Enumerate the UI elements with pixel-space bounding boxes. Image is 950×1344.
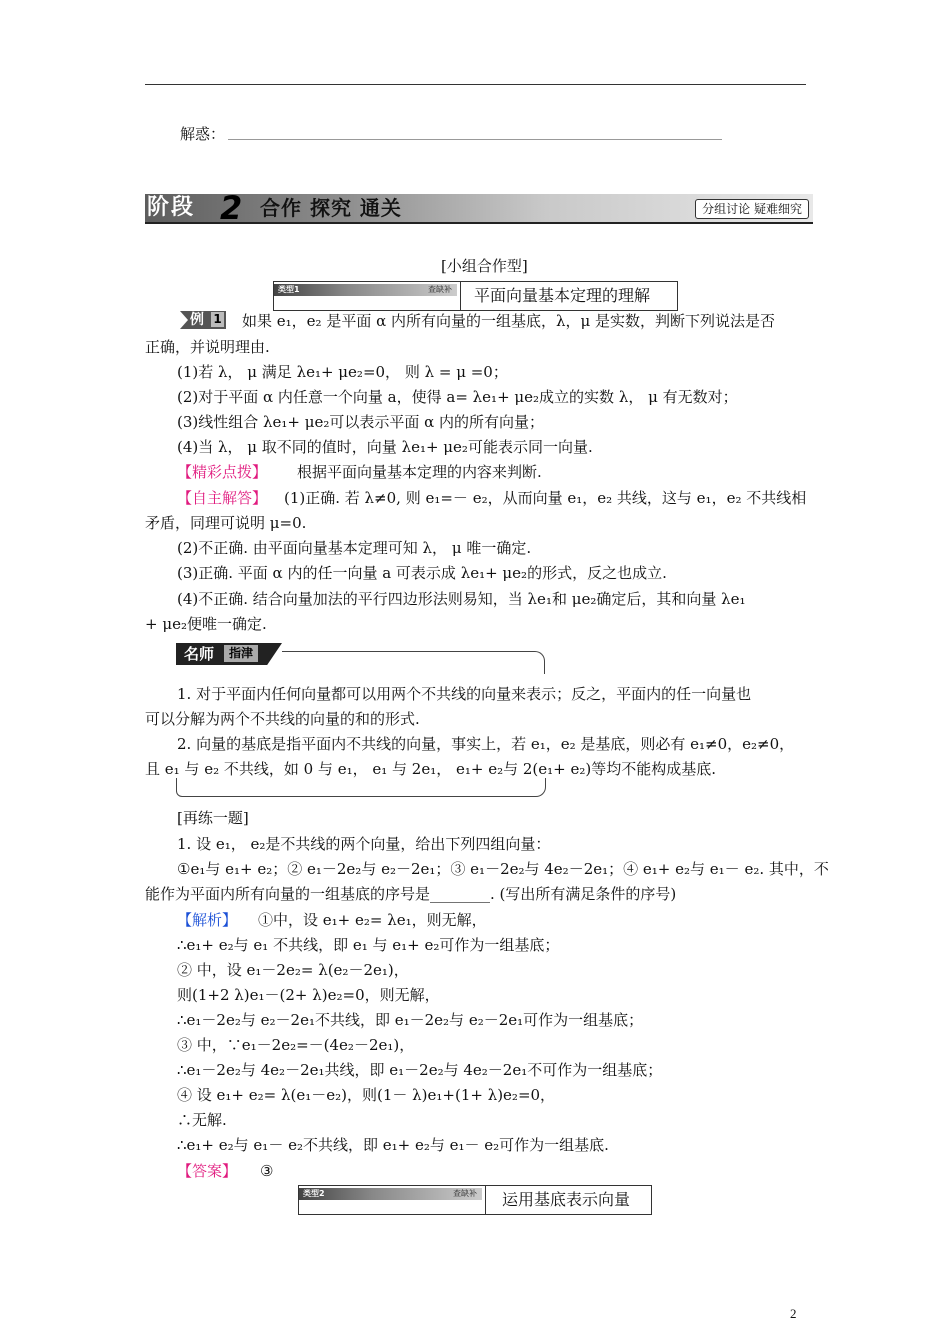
solution-line: (3)正确. 平面 α 内的任一向量 a 可表示成 λe₁+ μe₂的形式，反之也成立. [177,564,667,582]
guide-line: 1. 对于平面内任何向量都可以用两个不共线的向量来表示；反之，平面内的任一向量也 [177,685,752,703]
play-icon [180,311,188,329]
example-line: (4)当 λ， μ 取不同的值时，向量 λe₁+ μe₂可能表示同一向量. [177,438,593,456]
top-rule [145,84,806,85]
analysis-line: ∴无解. [177,1111,227,1129]
solution-label: 【自主解答】 [177,489,268,507]
guide-line: 2. 向量的基底是指平面内不共线的向量，事实上，若 e₁，e₂ 是基底，则必有 e₁≠0，e₂≠0， [177,735,795,753]
guide-title: 名师 [184,645,215,663]
stage-label: 阶段 [147,195,196,220]
guide-frame-bottom [176,778,546,797]
practice-line: 能作为平面内所有向量的一组基底的序号是________. (写出所有满足条件的序号) [145,885,677,903]
example-line: (3)线性组合 λe₁+ μe₂可以表示平面 α 内的所有向量； [177,413,545,431]
tip-text: 根据平面向量基本定理的内容来判断. [297,463,542,481]
type1-title: 平面向量基本定理的理解 [474,286,651,305]
jiehuo-label: 解惑： [180,125,226,143]
type1-right-tag: 查缺补 [428,285,452,294]
type2-title: 运用基底表示向量 [502,1190,631,1209]
type2-right-tag: 查缺补 [453,1189,477,1198]
stage-banner [145,189,813,227]
type1-tag: 类型1 [278,285,300,294]
guide-frame-top [282,651,545,674]
banner-underline [145,222,813,224]
solution-line: (2)不正确. 由平面向量基本定理可知 λ， μ 唯一确定. [177,539,532,557]
example-line: 正确，并说明理由. [145,338,270,356]
analysis-line: ∴e₁－2e₂与 4e₂－2e₁共线，即 e₁－2e₂与 4e₂－2e₁不可作为一组基底； [177,1061,663,1079]
guide-subtitle: 指津 [224,645,258,662]
example-line: (2)对于平面 α 内任意一个向量 a，使得 a= λe₁+ μe₂成立的实数 λ， μ 有无数对； [177,388,738,406]
type1-box [273,281,678,311]
analysis-line: ∴e₁+ e₂与 e₁ 不共线，即 e₁ 与 e₁+ e₂可作为一组基底； [177,936,560,954]
section-label: [小组合作型] [441,257,528,275]
solution-line: (4)不正确. 结合向量加法的平行四边形法则易知，当 λe₁和 μe₂确定后，其和向量 λe₁ [177,590,746,608]
example-line: (1)若 λ， μ 满足 λe₁+ μe₂=0， 则 λ = μ =0； [177,363,508,381]
type2-box [298,1185,652,1215]
solution-line: + μe₂便唯一确定. [145,615,267,633]
example-badge-label: 例 [190,312,204,328]
type2-tag: 类型2 [303,1189,325,1198]
solution-line: (1)正确. 若 λ≠0, 则 e₁=－ e₂，从而向量 e₁，e₂ 共线，这与 e₁，e₂ 不共线相 [284,489,807,507]
analysis-line: 则(1+2 λ)e₁－(2+ λ)e₂=0，则无解， [177,986,440,1004]
page-number: 2 [790,1306,797,1321]
analysis-line: ② 中，设 e₁－2e₂= λ(e₂－2e₁)， [177,961,409,979]
tip-label: 【精彩点拨】 [177,463,268,481]
stage-number: 2 [220,189,243,227]
guide-line: 且 e₁ 与 e₂ 不共线，如 0 与 e₁， e₁ 与 2e₁， e₁+ e₂与 2(e₁+ e₂)等均不能构成基底. [145,760,717,778]
practice-label: [再练一题] [177,809,249,827]
jiehuo-blank [228,139,722,140]
solution-line: 矛盾，同理可说明 μ=0. [145,514,307,532]
guide-line: 可以分解为两个不共线的向量的和的形式. [145,710,420,728]
example-badge-number: 1 [211,312,224,327]
stage-tag: 分组讨论 疑难细究 [695,199,809,219]
type2-separator [485,1186,486,1214]
analysis-label: 【解析】 [177,911,238,929]
analysis-line: ∴e₁－2e₂与 e₂－2e₁不共线，即 e₁－2e₂与 e₂－2e₁可作为一组基底； [177,1011,644,1029]
type1-separator [460,282,461,310]
answer-text: ③ [260,1162,274,1180]
analysis-line: ∴e₁+ e₂与 e₁－ e₂不共线，即 e₁+ e₂与 e₁－ e₂可作为一组基底. [177,1136,609,1154]
analysis-first-line: ①中，设 e₁+ e₂= λe₁，则无解， [258,911,487,929]
example-line: 如果 e₁，e₂ 是平面 α 内所有向量的一组基底，λ，μ 是实数，判断下列说法是否 [242,312,776,330]
example-badge [180,311,226,329]
teacher-guide-tab [176,643,282,667]
answer-label: 【答案】 [177,1162,238,1180]
analysis-line: ③ 中，∵e₁－2e₂=－(4e₂－2e₁)， [177,1036,415,1054]
practice-line: 1. 设 e₁， e₂是不共线的两个向量，给出下列四组向量： [177,835,551,853]
analysis-line: ④ 设 e₁+ e₂= λ(e₁－e₂)，则(1－ λ)e₁+(1+ λ)e₂=0， [177,1086,556,1104]
practice-line: ①e₁与 e₁+ e₂；② e₁－2e₂与 e₂－2e₁；③ e₁－2e₂与 4e₂－2e₁；④ e₁+ e₂与 e₁－ e₂. 其中，不 [177,860,829,878]
stage-title: 合作 探究 通关 [260,196,402,220]
